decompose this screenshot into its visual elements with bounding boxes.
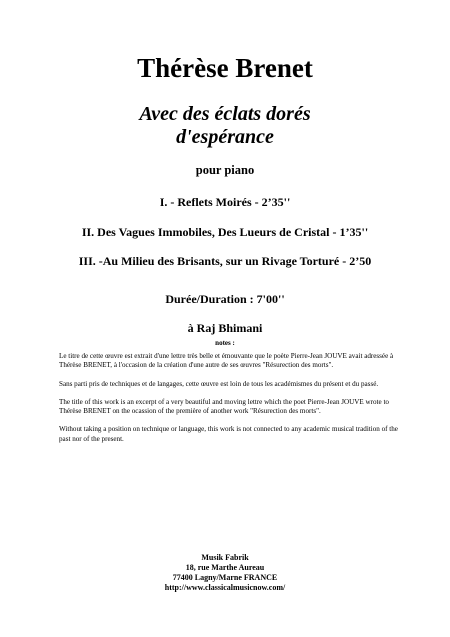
work-title — [0, 103, 450, 149]
publisher-block — [0, 553, 450, 593]
note-paragraph-en-1: The title of this work is an excerpt of a very beautiful and moving lettre which the poet Pierre-Jean JOUVE wrote to Thérèse BRENET on the ocassion of the première of another work "Résurection des morts". — [59, 397, 389, 416]
note-paragraph-fr-1: Le titre de cette œuvre est extrait d'une lettre très belle et émouvante que le poète Pierre-Jean JOUVE avait adressée à Thérèse BRENET, à l'occasion de la création d'une autre de ses œuvres "Résurection des morts". — [59, 352, 394, 370]
publisher-url: http://www.classicalmusicnow.com/ — [164, 583, 286, 592]
publisher-city: 77400 Lagny/Marne FRANCE — [172, 573, 278, 582]
notes-heading: notes : — [215, 339, 235, 347]
publisher-street: 18, rue Marthe Aureau — [185, 563, 265, 572]
work-title-line-2: d'espérance — [176, 126, 274, 148]
work-title-line-1: Avec des éclats dorés — [139, 103, 311, 125]
note-paragraph-fr-2: Sans parti pris de techniques et de langages, cette œuvre est loin de tous les académismes du présent et du passé. — [59, 379, 379, 388]
note-paragraph-en-2: Without taking a position on technique or language, this work is not connected to any academic musical tradition of the past nor of the present. — [59, 425, 398, 443]
movement-1: I. - Reflets Moirés - 2’35'' — [159, 195, 291, 209]
movement-list — [0, 195, 450, 284]
total-duration: Durée/Duration : 7'00'' — [165, 292, 285, 306]
notes-section — [59, 352, 399, 453]
movement-2: II. Des Vagues Immobiles, Des Lueurs de Cristal - 1’35'' — [81, 224, 369, 239]
movement-3: III. -Au Milieu des Brisants, sur un Rivage Torturé - 2’50 — [78, 254, 372, 268]
dedication: à Raj Bhimani — [187, 321, 263, 335]
instrumentation: pour piano — [195, 163, 255, 177]
publisher-name: Musik Fabrik — [201, 553, 249, 562]
composer-name: Thérèse Brenet — [137, 53, 313, 83]
